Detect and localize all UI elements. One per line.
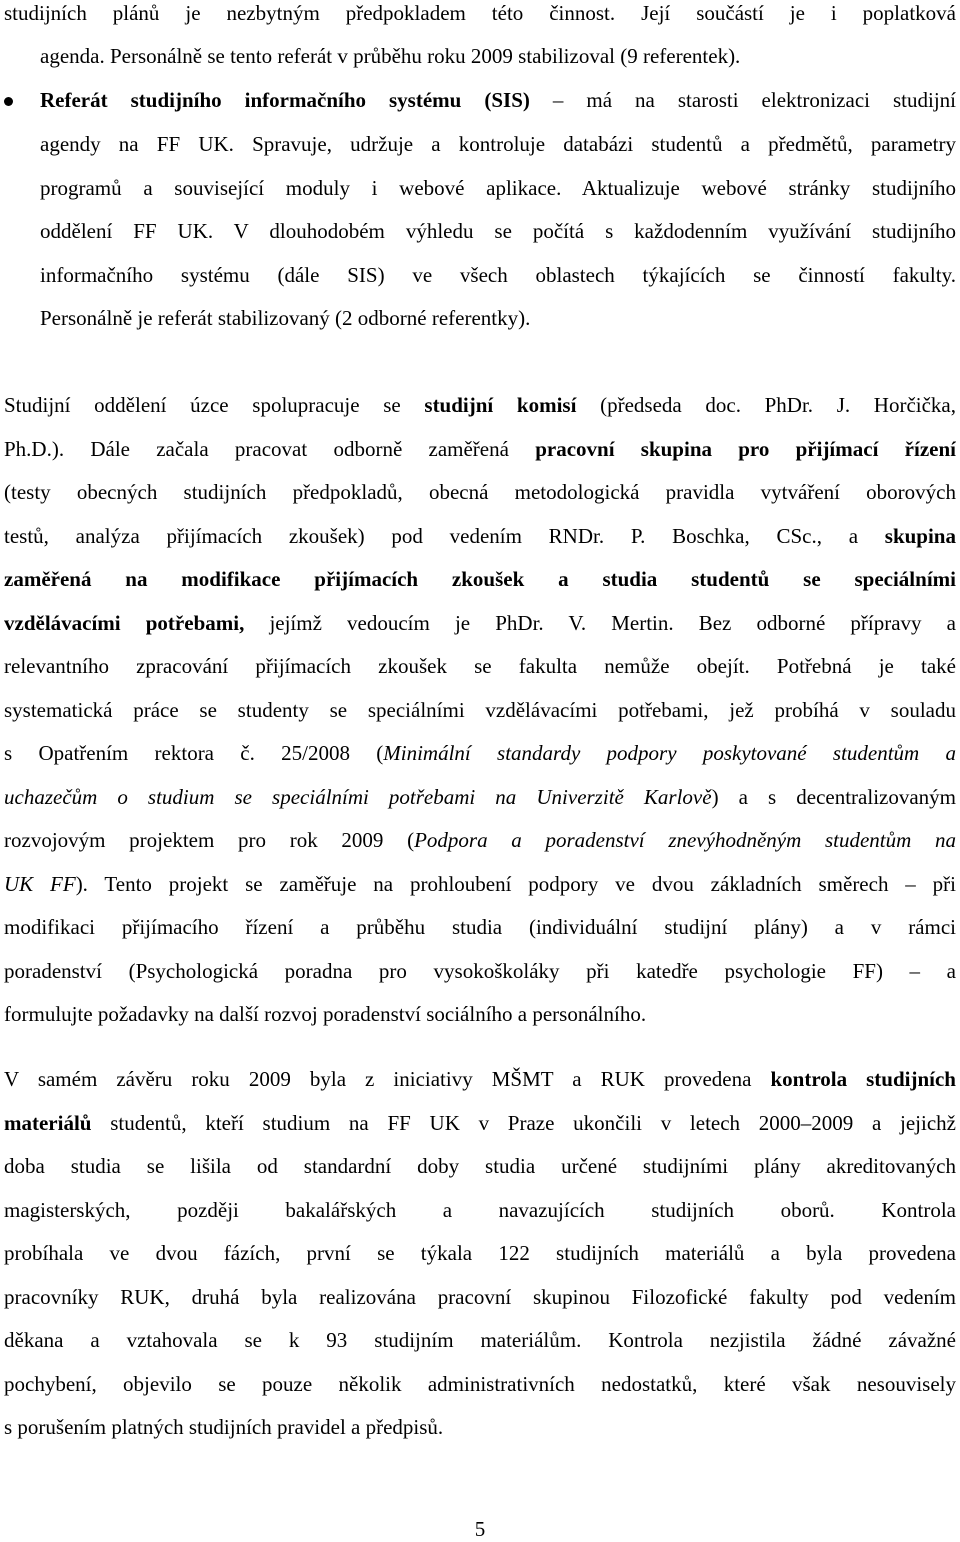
- bold-term: pracovní skupina pro přijímací řízení: [535, 437, 956, 461]
- italic-title: Minimální standardy podpory poskytované studentům a: [383, 741, 956, 765]
- text: Ph.D.). Dále začala pracovat odborně zaměřená: [4, 437, 536, 461]
- bold-term: vzdělávacími potřebami,: [4, 611, 245, 635]
- text: rozvojovým projektem pro rok 2009 (: [4, 828, 415, 852]
- paragraph-line: [4, 1001, 646, 1027]
- text: ). Tento projekt se zaměřuje na prohloubení podpory ve dvou základních směrech – při: [75, 872, 956, 896]
- paragraph-line: [4, 697, 956, 723]
- text: děkana a vztahovala se k 93 studijním materiálům. Kontrola nezjistila žádné závažné: [4, 1328, 956, 1352]
- paragraph-line: [4, 523, 956, 549]
- text: magisterských, později bakalářských a navazujících studijních oborů. Kontrola: [4, 1198, 956, 1222]
- text: pracovníky RUK, druhá byla realizována pracovní skupinou Filozofické fakulty pod vedením: [4, 1285, 956, 1309]
- bold-term: studijní komisí: [424, 393, 577, 417]
- paragraph-line: [4, 784, 956, 810]
- text: jejímž vedoucím je PhDr. V. Mertin. Bez odborné přípravy a: [244, 611, 956, 635]
- paragraph-line: [4, 871, 956, 897]
- text: modifikaci přijímacího řízení a průběhu studia (individuální studijní plány) a v rámci: [4, 915, 956, 939]
- text: Studijní oddělení úzce spolupracuje se: [4, 393, 425, 417]
- paragraph-line: [4, 827, 956, 853]
- bold-term: skupina: [884, 524, 956, 548]
- text: – má na starosti elektronizaci studijní: [529, 88, 956, 112]
- paragraph-line: [4, 436, 956, 462]
- paragraph-line: [4, 653, 956, 679]
- bold-term: kontrola studijních: [770, 1067, 956, 1091]
- text: ) a s decentralizovaným: [711, 785, 956, 809]
- paragraph-line: [4, 958, 956, 984]
- paragraph-line: [4, 1327, 956, 1353]
- paragraph-line: [4, 1153, 956, 1179]
- text: s Opatřením rektora č. 25/2008 (: [4, 741, 384, 765]
- text: formulujte požadavky na další rozvoj poradenství sociálního a personálního.: [4, 1002, 647, 1026]
- text: programů a související moduly i webové aplikace. Aktualizuje webové stránky studijního: [40, 176, 956, 200]
- text: s porušením platných studijních pravidel a předpisů.: [4, 1415, 444, 1439]
- text: agenda. Personálně se tento referát v průběhu roku 2009 stabilizoval (9 referentek).: [40, 44, 741, 68]
- paragraph-line: [4, 1371, 956, 1397]
- text: pochybení, objevilo se pouze několik administrativních nedostatků, které však nesouvisely: [4, 1372, 956, 1396]
- text: studijních plánů je nezbytným předpokladem této činnost. Její součástí je i poplatková: [4, 1, 956, 25]
- text: informačního systému (dále SIS) ve všech oblastech týkajících se činností fakulty.: [40, 263, 956, 287]
- text: poradenství (Psychologická poradna pro vysokoškoláky při katedře psychologie FF) – a: [4, 959, 956, 983]
- paragraph-line: [4, 740, 956, 766]
- bullet-heading-line: [40, 87, 956, 113]
- text: probíhala ve dvou fázích, první se týkala 122 studijních materiálů a byla provedena: [4, 1241, 956, 1265]
- paragraph-line: [4, 392, 956, 418]
- text: agendy na FF UK. Spravuje, udržuje a kontroluje databázi studentů a předmětů, parametry: [40, 132, 956, 156]
- paragraph-line: [40, 218, 956, 244]
- text: testů, analýza přijímacích zkoušek) pod vedením RNDr. P. Boschka, CSc., a: [4, 524, 885, 548]
- paragraph-line: [4, 1197, 956, 1223]
- bold-term: materiálů: [4, 1111, 92, 1135]
- italic-title: uchazečům o studium se speciálními potřebami na Univerzitě Karlově: [4, 785, 712, 809]
- paragraph-line: [4, 479, 956, 505]
- paragraph-line: [4, 0, 956, 26]
- bullet-icon: [4, 97, 13, 106]
- text: studentů, kteří studium na FF UK v Praze ukončili v letech 2000–2009 a jejichž: [91, 1111, 956, 1135]
- italic-title: Podpora a poradenství znevýhodněným studentům na: [414, 828, 956, 852]
- paragraph-line: [4, 610, 956, 636]
- paragraph-line: [4, 1240, 956, 1266]
- text: relevantního zpracování přijímacích zkoušek se fakulta nemůže obejít. Potřebná je také: [4, 654, 956, 678]
- text: systematická práce se studenty se speciálními vzdělávacími potřebami, jež probíhá v souladu: [4, 698, 956, 722]
- text: (předseda doc. PhDr. J. Horčička,: [576, 393, 956, 417]
- page-number: 5: [474, 1517, 486, 1541]
- text: Personálně je referát stabilizovaný (2 odborné referentky).: [40, 306, 531, 330]
- text: oddělení FF UK. V dlouhodobém výhledu se počítá s každodenním využívání studijního: [40, 219, 956, 243]
- paragraph-line: [4, 1110, 956, 1136]
- paragraph-line: [40, 262, 956, 288]
- paragraph-line: [40, 175, 956, 201]
- paragraph-line: [40, 305, 530, 331]
- paragraph-line: [40, 131, 956, 157]
- bold-term: zaměřená na modifikace přijímacích zkoušek a studia studentů se speciálními: [4, 567, 956, 591]
- text: V samém závěru roku 2009 byla z iniciativy MŠMT a RUK provedena: [4, 1067, 771, 1091]
- paragraph-line: [4, 1284, 956, 1310]
- italic-title: UK FF: [4, 872, 76, 896]
- paragraph-line: [4, 566, 956, 592]
- bold-term: Referát studijního informačního systému (SIS): [40, 88, 530, 112]
- paragraph-line: [4, 1066, 956, 1092]
- paragraph-line: [4, 1414, 443, 1440]
- paragraph-line: [4, 914, 956, 940]
- paragraph-line: [40, 43, 740, 69]
- text: doba studia se lišila od standardní doby studia určené studijními plány akreditovaných: [4, 1154, 956, 1178]
- text: (testy obecných studijních předpokladů, obecná metodologická pravidla vytváření oborových: [4, 480, 956, 504]
